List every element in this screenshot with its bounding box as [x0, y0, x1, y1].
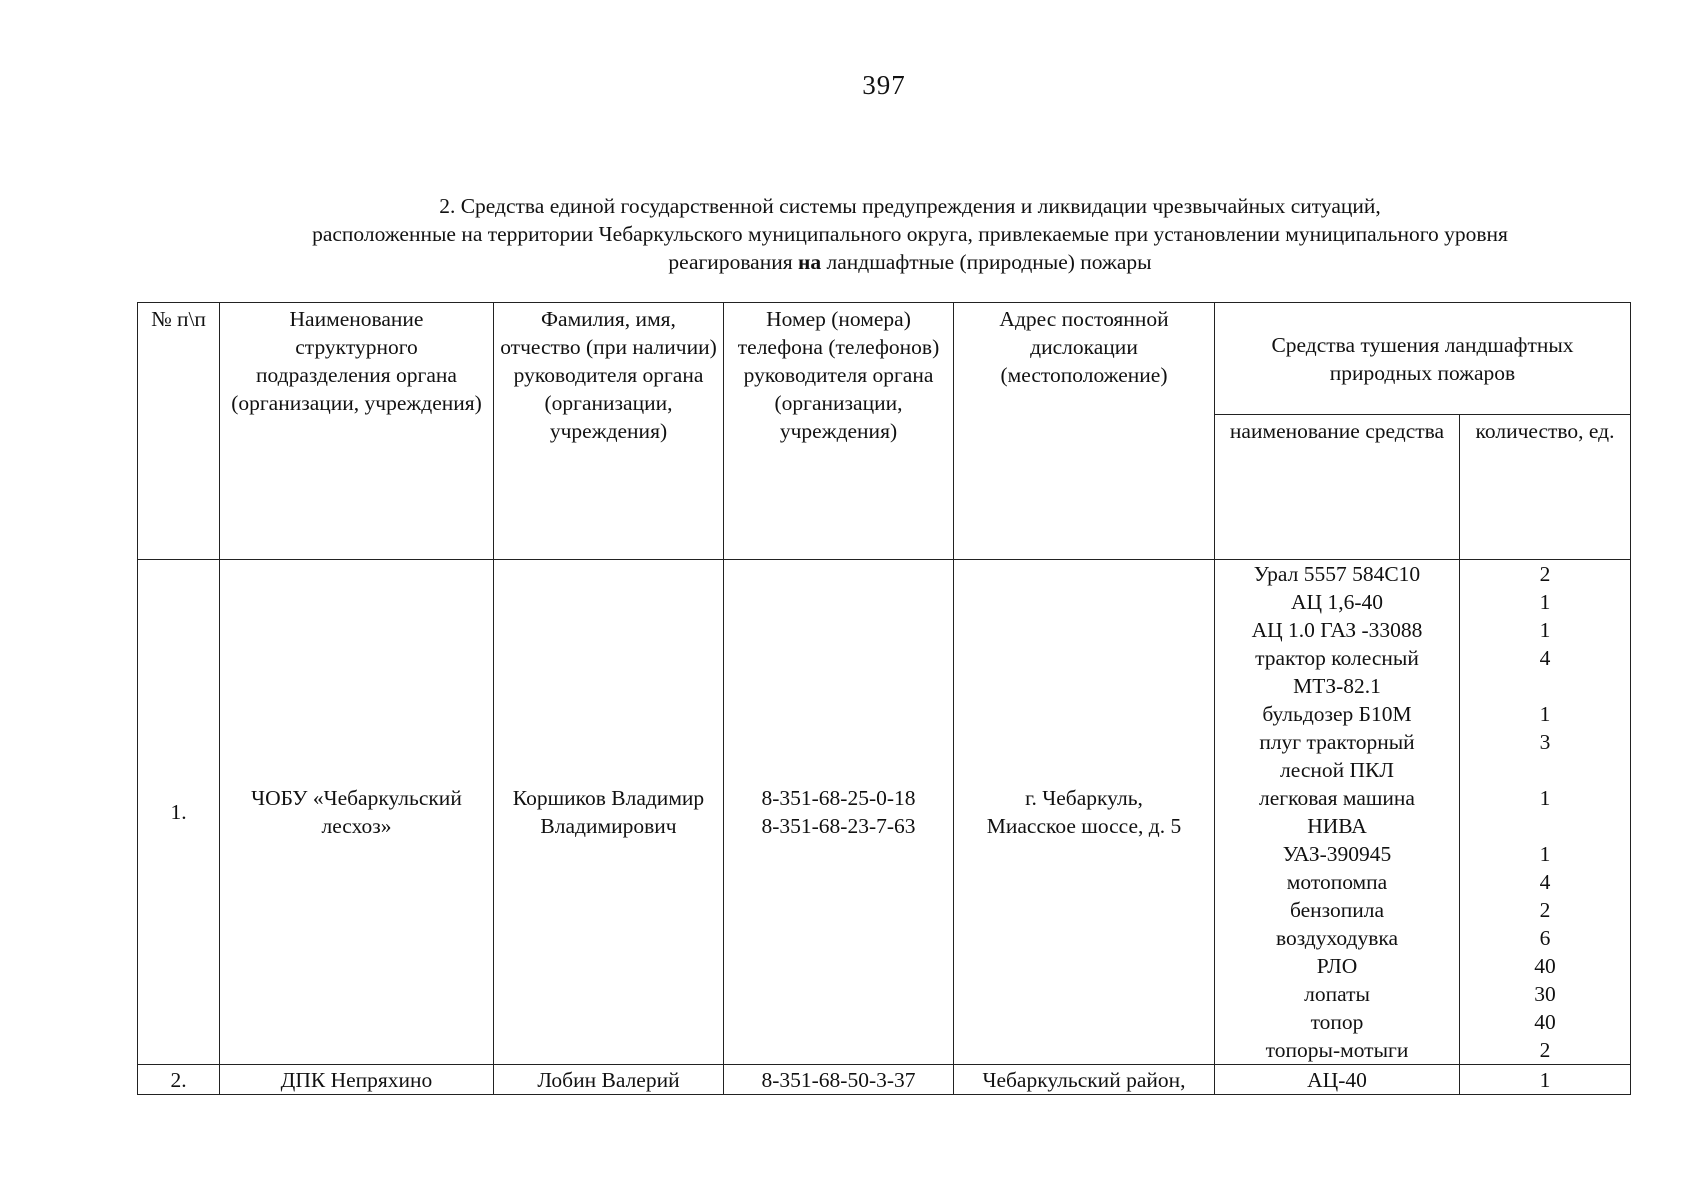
equipment-qty: 2 [1539, 898, 1551, 922]
equipment-name: РЛО [1316, 954, 1358, 978]
equipment-qty: 3 [1539, 730, 1551, 754]
equipment-qty: 4 [1539, 646, 1551, 670]
equipment-qty: 1 [1539, 842, 1551, 866]
header-number: № п\п [138, 303, 220, 560]
equipment-name: плуг тракторный [1259, 730, 1415, 754]
equipment-name: АЦ 1,6-40 [1291, 590, 1383, 614]
org-name-cell: ДПК Непряхино [220, 1065, 494, 1095]
address-line: г. Чебаркуль, [1025, 786, 1143, 810]
equipment-name: АЦ-40 [1215, 1065, 1460, 1095]
heading-line-3-start: реагирования [668, 250, 798, 274]
section-heading [180, 192, 1640, 276]
equipment-qty: 1 [1539, 618, 1551, 642]
heading-line-1: 2. Средства единой государственной системы предупреждения и ликвидации чрезвычайных ситуаций, [439, 194, 1381, 218]
row-number: 2. [138, 1065, 220, 1095]
heading-line-3-end: ландшафтные (природные) пожары [821, 250, 1152, 274]
equipment-name: трактор колесный [1255, 646, 1419, 670]
equipment-qty-spacer [1466, 672, 1624, 700]
header-phone: Номер (номера) телефона (телефонов) руководителя органа (организации, учреждения) [724, 303, 954, 560]
phone-cell [724, 560, 954, 1065]
equipment-name: Урал 5557 584С10 [1253, 562, 1421, 586]
table-body [138, 560, 1631, 1095]
equipment-qty-cell [1460, 560, 1631, 1065]
head-name-cell: Лобин Валерий [494, 1065, 724, 1095]
equipment-name: бульдозер Б10М [1262, 702, 1412, 726]
header-means-group: Средства тушения ландшафтных природных пожаров [1215, 303, 1631, 415]
org-name-cell: ЧОБУ «Чебаркульский лесхоз» [220, 560, 494, 1065]
table-row [138, 1065, 1631, 1095]
equipment-name: легковая машина [1259, 786, 1415, 810]
address-cell: Чебаркульский район, [954, 1065, 1215, 1095]
equipment-qty: 2 [1539, 562, 1551, 586]
heading-line-3 [180, 248, 1640, 276]
equipment-qty: 1 [1460, 1065, 1631, 1095]
equipment-name: топор [1310, 1010, 1364, 1034]
equipment-qty-spacer [1466, 812, 1624, 840]
equipment-name-cont: МТЗ-82.1 [1293, 674, 1381, 698]
phone-number: 8-351-68-23-7-63 [761, 814, 916, 838]
equipment-qty: 1 [1539, 786, 1551, 810]
equipment-name: топоры-мотыги [1265, 1038, 1409, 1062]
equipment-names-cell [1215, 560, 1460, 1065]
table-row [138, 560, 1631, 1065]
address-cell [954, 560, 1215, 1065]
heading-line-3-bold: на [798, 250, 822, 274]
head-name-cell: Коршиков Владимир Владимирович [494, 560, 724, 1065]
equipment-qty: 1 [1539, 590, 1551, 614]
equipment-name: воздуходувка [1275, 926, 1399, 950]
equipment-name-cont: лесной ПКЛ [1280, 758, 1394, 782]
address-line: Миасское шоссе, д. 5 [986, 814, 1182, 838]
equipment-name: лопаты [1304, 982, 1370, 1006]
header-means-qty: количество, ед. [1460, 415, 1631, 560]
header-means-name: наименование средства [1215, 415, 1460, 560]
phone-number: 8-351-68-25-0-18 [761, 786, 916, 810]
resources-table [137, 302, 1631, 1095]
equipment-qty: 2 [1539, 1038, 1551, 1062]
header-org-name: Наименование структурного подразделения органа (организации, учреждения) [220, 303, 494, 560]
equipment-qty-spacer [1466, 756, 1624, 784]
header-head-name: Фамилия, имя, отчество (при наличии) руководителя органа (организации, учреждения) [494, 303, 724, 560]
page-number: 397 [862, 70, 906, 100]
equipment-qty: 40 [1534, 1010, 1556, 1034]
equipment-qty: 40 [1534, 954, 1556, 978]
equipment-qty: 1 [1539, 702, 1551, 726]
row-number: 1. [138, 560, 220, 1065]
header-address: Адрес постоянной дислокации (местоположение) [954, 303, 1215, 560]
equipment-name: УАЗ-390945 [1282, 842, 1392, 866]
equipment-qty: 6 [1539, 926, 1551, 950]
equipment-qty: 4 [1539, 870, 1551, 894]
equipment-name: бензопила [1289, 898, 1385, 922]
phone-cell: 8-351-68-50-3-37 [724, 1065, 954, 1095]
equipment-name: мотопомпа [1286, 870, 1388, 894]
table-header [138, 303, 1631, 560]
equipment-name: АЦ 1.0 ГАЗ -33088 [1251, 618, 1423, 642]
equipment-qty: 30 [1534, 982, 1556, 1006]
heading-line-2: расположенные на территории Чебаркульского муниципального округа, привлекаемые при установлении муниципального уровня [312, 222, 1508, 246]
equipment-name-cont: НИВА [1307, 814, 1367, 838]
